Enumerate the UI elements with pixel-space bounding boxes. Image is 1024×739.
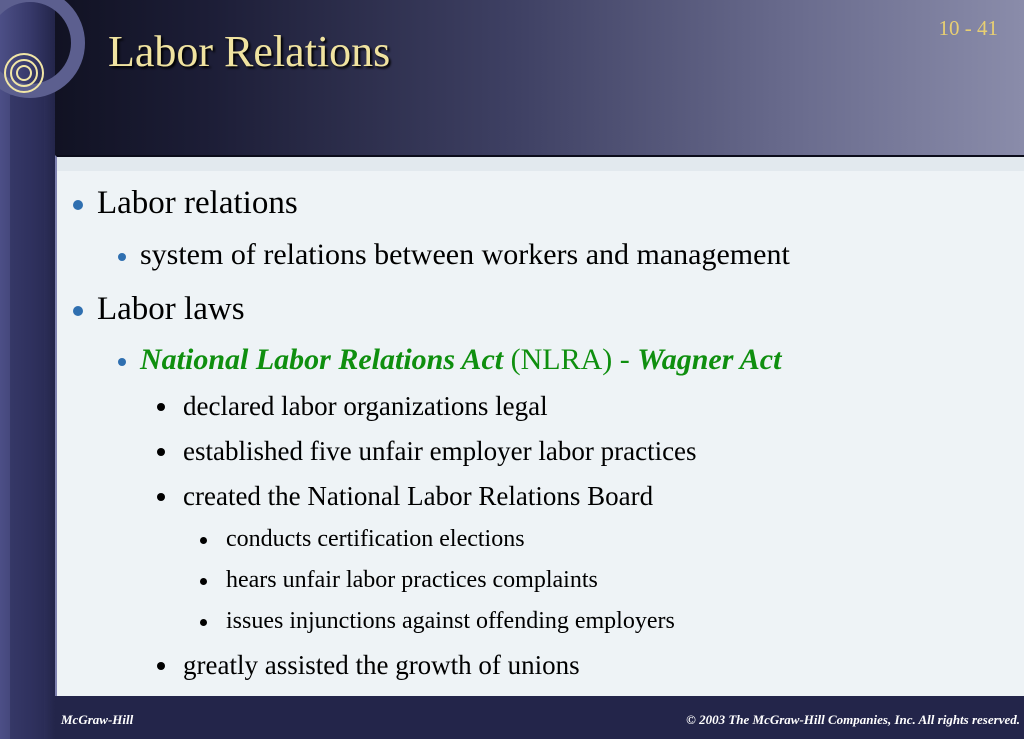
bullet-dot	[157, 448, 165, 456]
bullet-nlra-point-3: created the National Labor Relations Board	[183, 481, 654, 511]
bullet-dot	[200, 537, 207, 544]
bullet-nlra	[140, 343, 781, 377]
bullet-dot	[73, 200, 83, 210]
bullet-nlrb-duty-1: conducts certification elections	[226, 526, 525, 552]
act-alt-name: Wagner Act	[637, 343, 782, 376]
page-number: 10 - 41	[938, 16, 998, 40]
act-abbrev: (NLRA)	[503, 343, 620, 376]
slide-title: Labor Relations	[108, 27, 391, 76]
footer-bar	[55, 696, 1024, 739]
bullet-dot	[200, 578, 207, 585]
bullet-dot	[157, 493, 165, 501]
bullet-nlra-point-2: established five unfair employer labor practices	[183, 436, 697, 466]
act-name: National Labor Relations Act	[140, 343, 504, 376]
left-bar-shade	[10, 95, 44, 739]
bullet-dot	[73, 306, 83, 316]
bullet-nlrb-duty-3: issues injunctions against offending employers	[226, 608, 675, 634]
bullet-dot	[118, 358, 126, 366]
bullet-nlrb-duty-2: hears unfair labor practices complaints	[226, 567, 598, 593]
content-top-strip	[57, 157, 1024, 171]
footer-publisher: McGraw-Hill	[61, 712, 134, 727]
bullet-labor-relations-definition: system of relations between workers and management	[140, 238, 790, 271]
bullet-labor-laws: Labor laws	[97, 291, 245, 327]
left-decorative-bar	[0, 0, 55, 739]
bullet-dot	[118, 253, 126, 261]
bullet-nlra-point-4: greatly assisted the growth of unions	[183, 650, 580, 680]
bullet-labor-relations: Labor relations	[97, 185, 298, 221]
bullet-nlra-point-1: declared labor organizations legal	[183, 391, 548, 421]
content-panel	[55, 155, 1024, 696]
bullet-dot	[157, 662, 165, 670]
bullet-dot	[157, 403, 165, 411]
footer-copyright: © 2003 The McGraw-Hill Companies, Inc. All rights reserved.	[686, 712, 1020, 727]
bullet-dot	[200, 619, 207, 626]
act-dash: -	[619, 343, 638, 376]
header-band	[0, 0, 1024, 155]
